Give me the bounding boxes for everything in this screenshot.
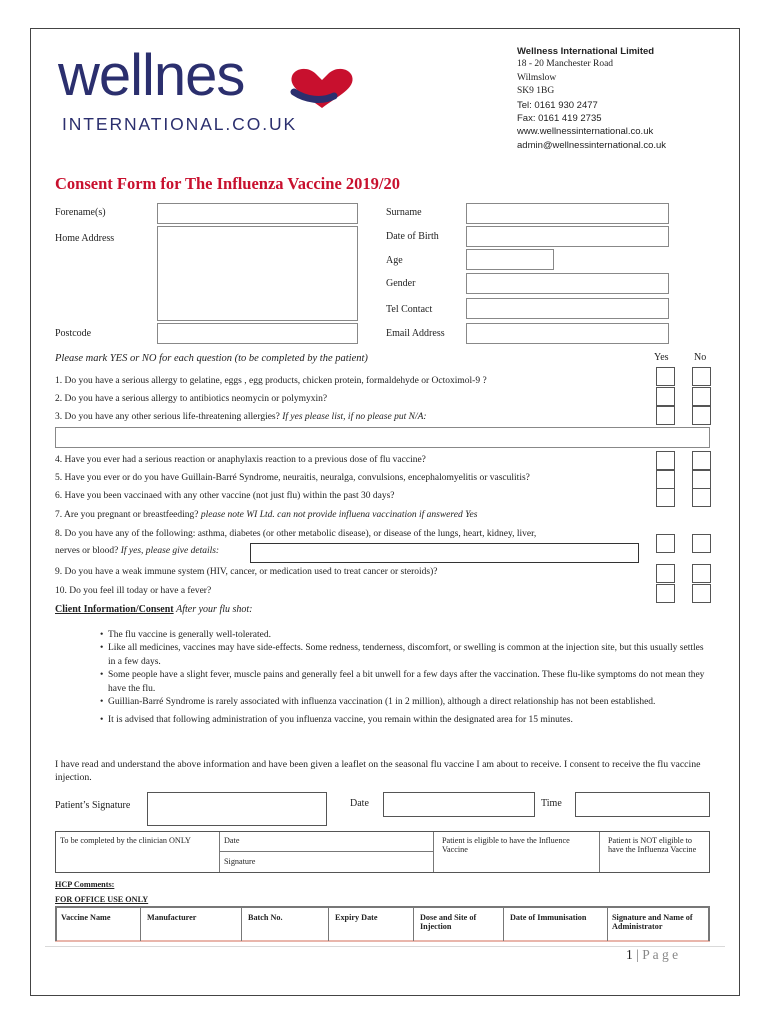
email-input[interactable] bbox=[466, 323, 669, 344]
logo-subtitle: INTERNATIONAL.CO.UK bbox=[62, 114, 298, 134]
office-use-table bbox=[55, 906, 710, 942]
heart-icon bbox=[286, 66, 358, 110]
footer-separator: | bbox=[636, 947, 639, 962]
footer-rule bbox=[45, 946, 725, 947]
col-signature-admin bbox=[608, 908, 710, 941]
info-bullet: • The flu vaccine is generally well-tolerated. bbox=[100, 629, 705, 642]
clinician-table bbox=[55, 831, 710, 873]
col-signature-admin-label: Signature and Name of Administrator bbox=[612, 913, 693, 931]
client-info-heading: Client Information/Consent bbox=[55, 604, 174, 615]
col-vaccine-name-label: Vaccine Name bbox=[61, 913, 111, 922]
question-4: 4. Have you ever had a serious reaction or anaphylaxis reaction to a previous dose of flu vaccine? bbox=[55, 455, 426, 465]
q5-no-checkbox[interactable] bbox=[692, 470, 711, 489]
postcode-label: Postcode bbox=[55, 328, 92, 339]
question-3-text: 3. Do you have any other serious life-threatening allergies? bbox=[55, 412, 280, 422]
hcp-comments-label: HCP Comments: bbox=[55, 880, 115, 889]
col-date-immunisation bbox=[504, 908, 608, 941]
no-header: No bbox=[694, 352, 707, 363]
email-label: Email Address bbox=[386, 328, 445, 339]
question-6: 6. Have you been vaccinaed with any other vaccine (not just flu) within the past 30 days? bbox=[55, 491, 395, 501]
dob-input[interactable] bbox=[466, 226, 669, 247]
col-dose-site bbox=[414, 908, 504, 941]
company-email: admin@wellnessinternational.co.uk bbox=[517, 139, 667, 151]
postcode-input[interactable] bbox=[157, 323, 358, 344]
question-9: 9. Do you have a weak immune system (HIV, cancer, or medication used to treat cancer or steroids)? bbox=[55, 567, 438, 577]
signature-date-label: Date bbox=[350, 798, 369, 809]
surname-label: Surname bbox=[386, 207, 422, 218]
question-10: 10. Do you feel ill today or have a fever? bbox=[55, 586, 212, 596]
company-logo bbox=[58, 43, 348, 143]
question-8-text-b: nerves or blood? bbox=[55, 546, 119, 556]
info-bullets bbox=[100, 629, 705, 728]
col-date-immunisation-label: Date of Immunisation bbox=[510, 913, 587, 922]
address-line-1: 18 - 20 Manchester Road bbox=[517, 59, 614, 70]
not-eligible-cell[interactable] bbox=[600, 832, 709, 872]
patient-signature-label: Patient’s Signature bbox=[55, 800, 131, 811]
col-dose-site-label: Dose and Site of Injection bbox=[420, 913, 477, 931]
clinician-only-cell bbox=[56, 832, 220, 872]
col-expiry-date-label: Expiry Date bbox=[335, 913, 378, 922]
q4-yes-checkbox[interactable] bbox=[656, 451, 675, 470]
signature-time-label: Time bbox=[541, 798, 562, 809]
office-use-label: FOR OFFICE USE ONLY bbox=[55, 895, 149, 904]
condition-details-input[interactable] bbox=[250, 543, 639, 563]
col-batch-no-label: Batch No. bbox=[248, 913, 283, 922]
yes-header: Yes bbox=[654, 352, 669, 363]
col-vaccine-name bbox=[55, 908, 141, 941]
q3-no-checkbox[interactable] bbox=[692, 406, 711, 425]
col-manufacturer bbox=[141, 908, 242, 941]
question-8-note: If yes, please give details: bbox=[120, 546, 220, 556]
info-bullet: • Like all medicines, vaccines may have side-effects. Some redness, tenderness, discomfort, or swelling is common at the injection site, but this usually settles in a few days. bbox=[100, 642, 705, 669]
question-3 bbox=[55, 412, 427, 422]
questions-instruction: Please mark YES or NO for each question (to be completed by the patient) bbox=[55, 353, 368, 364]
forename-input[interactable] bbox=[157, 203, 358, 224]
age-input[interactable] bbox=[466, 249, 554, 270]
info-bullet: • Guillian-Barré Syndrome is rarely associated with influenza vaccination (1 in 2 million), although a direct relationship has not been established. bbox=[100, 696, 705, 709]
q10-no-checkbox[interactable] bbox=[692, 584, 711, 603]
page-label: P a g e bbox=[642, 947, 679, 962]
consent-statement: I have read and understand the above information and have been given a leaflet on the seasonal flu vaccine I am about to receive. I consent to receive the flu vaccine injection. bbox=[55, 759, 701, 783]
tel-contact-input[interactable] bbox=[466, 298, 669, 319]
home-address-input[interactable] bbox=[157, 226, 358, 321]
question-7-note: please note WI Ltd. can not provide influena vaccination if answered Yes bbox=[200, 510, 478, 520]
company-name: Wellness International Limited bbox=[517, 46, 655, 57]
q2-yes-checkbox[interactable] bbox=[656, 387, 675, 406]
client-info-subheading: After your flu shot: bbox=[176, 604, 253, 615]
not-eligible-text: Patient is NOT eligible to have the Influenza Vaccine bbox=[608, 836, 697, 854]
question-3-note: If yes please list, if no please put N/A: bbox=[282, 412, 427, 422]
q5-yes-checkbox[interactable] bbox=[656, 470, 675, 489]
surname-input[interactable] bbox=[466, 203, 669, 224]
q8-yes-checkbox[interactable] bbox=[656, 534, 675, 553]
info-bullet: • Some people have a slight fever, muscle pains and generally feel a bit unwell for a few days after the vaccination. These flu-like symptoms do not mean they have the flu. bbox=[100, 669, 705, 696]
address-line-3: SK9 1BG bbox=[517, 86, 555, 97]
patient-signature-input[interactable] bbox=[147, 792, 327, 826]
eligible-text: Patient is eligible to have the Influence Vaccine bbox=[442, 836, 570, 854]
question-2: 2. Do you have a serious allergy to antibiotics neomycin or polymyxin? bbox=[55, 394, 328, 404]
company-address-block bbox=[517, 45, 666, 152]
q10-yes-checkbox[interactable] bbox=[656, 584, 675, 603]
col-manufacturer-label: Manufacturer bbox=[147, 913, 197, 922]
home-address-label: Home Address bbox=[55, 233, 115, 244]
q8-no-checkbox[interactable] bbox=[692, 534, 711, 553]
client-info-heading-row bbox=[55, 604, 253, 615]
page-title: Consent Form for The Influenza Vaccine 2019/20 bbox=[55, 174, 400, 193]
question-8-line2 bbox=[55, 546, 219, 556]
q9-no-checkbox[interactable] bbox=[692, 564, 711, 583]
company-tel: Tel: 0161 930 2477 bbox=[517, 99, 598, 111]
tel-contact-label: Tel Contact bbox=[386, 304, 433, 315]
gender-input[interactable] bbox=[466, 273, 669, 294]
clinician-signature-label: Signature bbox=[224, 857, 256, 866]
signature-date-input[interactable] bbox=[383, 792, 535, 817]
clinician-date-cell[interactable] bbox=[220, 832, 434, 852]
clinician-signature-cell[interactable] bbox=[220, 852, 434, 872]
gender-label: Gender bbox=[386, 278, 416, 289]
q9-yes-checkbox[interactable] bbox=[656, 564, 675, 583]
forename-label: Forename(s) bbox=[55, 207, 106, 218]
q4-no-checkbox[interactable] bbox=[692, 451, 711, 470]
q6-yes-checkbox[interactable] bbox=[656, 488, 675, 507]
q3-yes-checkbox[interactable] bbox=[656, 406, 675, 425]
company-web: www.wellnessinternational.co.uk bbox=[517, 126, 654, 138]
dob-label: Date of Birth bbox=[386, 231, 439, 242]
q2-no-checkbox[interactable] bbox=[692, 387, 711, 406]
q1-yes-checkbox[interactable] bbox=[656, 367, 675, 386]
address-line-2: Wilmslow bbox=[517, 72, 557, 83]
company-fax: Fax: 0161 419 2735 bbox=[517, 113, 602, 125]
clinician-only-text: To be completed by the clinician ONLY bbox=[60, 836, 191, 845]
page-number: 1 bbox=[626, 947, 633, 962]
allergy-details-input[interactable] bbox=[55, 427, 710, 448]
question-7 bbox=[55, 510, 477, 520]
signature-time-input[interactable] bbox=[575, 792, 710, 817]
age-label: Age bbox=[386, 255, 403, 266]
question-5: 5. Have you ever or do you have Guillain-Barré Syndrome, neuraitis, neuralga, convulsions, encephalomyelitis or vasculitis? bbox=[55, 473, 530, 483]
info-bullet: • It is advised that following administration of you influenza vaccine, you remain within the designated area for 15 minutes. bbox=[100, 714, 705, 727]
q6-no-checkbox[interactable] bbox=[692, 488, 711, 507]
q1-no-checkbox[interactable] bbox=[692, 367, 711, 386]
question-8: 8. Do you have any of the following: asthma, diabetes (or other metabolic disease), or disease of the lungs, heart, kidney, liver, bbox=[55, 529, 537, 539]
page-footer bbox=[626, 947, 678, 963]
col-expiry-date bbox=[329, 908, 414, 941]
logo-wordmark: wellnes bbox=[58, 43, 245, 108]
col-batch-no bbox=[242, 908, 329, 941]
question-1: 1. Do you have a serious allergy to gelatine, eggs , egg products, chicken protein, formaldehyde or Octoximol-9 ? bbox=[55, 376, 487, 386]
question-7-text: 7. Are you pregnant or breastfeeding? bbox=[55, 510, 199, 520]
clinician-date-label: Date bbox=[224, 836, 240, 845]
eligible-cell[interactable] bbox=[434, 832, 600, 872]
